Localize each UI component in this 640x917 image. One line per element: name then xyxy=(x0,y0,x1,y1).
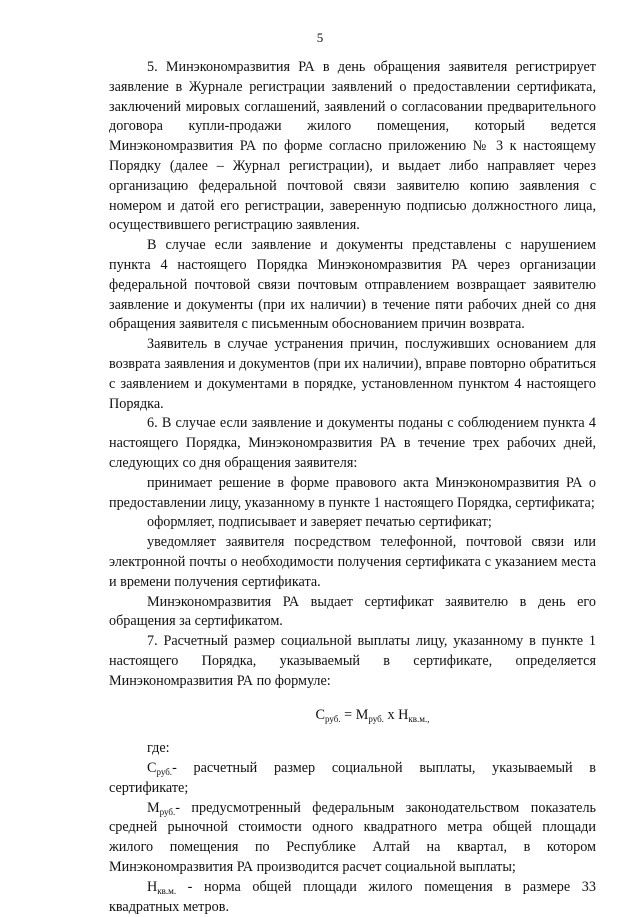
formula-n: Н xyxy=(398,706,409,723)
def-c-symbol: С xyxy=(147,760,157,777)
paragraph-hand-over: Минэкономразвития РА выдает сертификат заявителю в день его обращения за сертификатом. xyxy=(109,593,596,630)
definition-n xyxy=(109,878,596,917)
paragraph-5-registration: 5. Минэкономразвития РА в день обращения заявителя регистрирует заявление в Журнале регистрации заявлений о предоставлении сертификата, заключений мировых соглашений, заявлений о согласовании предварительного договора купли-продажи жилого помещения, который ведется Минэкономразвития РА по форме согласно приложению № 3 к настоящему Порядку (далее – Журнал регистрации), и выдает либо направляет через организацию федеральной почтовой связи заявителю копию заявления с номером и датой его регистрации, заверенную подписью должностного лица, осуществившего регистрацию заявления. xyxy=(109,59,596,234)
payment-formula xyxy=(109,706,596,726)
definition-c xyxy=(109,759,596,799)
def-n-text: - норма общей площади жилого помещения в размере 33 квадратных метров. xyxy=(109,878,596,915)
formula-m-sub: руб. xyxy=(368,713,384,724)
def-n-symbol: Н xyxy=(147,878,158,895)
def-n-sub: кв.м. xyxy=(157,885,177,896)
paragraph-reapply: Заявитель в случае устранения причин, послуживших основанием для возврата заявления и документов (при их наличии), вправе повторно обратиться с заявлением и документами в порядке, установленном пунктом 4 настоящего Порядка. xyxy=(109,336,596,412)
paragraph-notify-applicant: уведомляет заявителя посредством телефонной, почтовой связи или электронной почты о необходимости получения сертификата с указанием места и времени получения сертификата. xyxy=(109,534,596,590)
def-m-sub: руб. xyxy=(159,806,176,817)
formula-c: С xyxy=(315,706,326,723)
formula-m: М xyxy=(355,706,369,723)
paragraph-6-decision: 6. В случае если заявление и документы поданы с соблюдением пункта 4 настоящего Порядка, Минэкономразвития РА в течение трех рабочих дней, следующих со дня обращения заявителя: xyxy=(109,415,596,471)
paragraph-legal-act: принимает решение в форме правового акта Минэкономразвития РА о предоставлении лицу, указанному в пункте 1 настоящего Порядка, сертификата; xyxy=(109,474,596,511)
def-c-sub: руб. xyxy=(156,767,173,778)
formula-c-sub: руб. xyxy=(325,713,341,724)
def-m-symbol: М xyxy=(147,799,160,816)
document-body xyxy=(109,58,596,917)
where-label: где: xyxy=(147,740,170,757)
formula-n-sub: кв.м., xyxy=(408,713,430,724)
paragraph-7-calculation: 7. Расчетный размер социальной выплаты лицу, указанному в пункте 1 настоящего Порядка, указываемый в сертификате, определяется Минэкономразвития РА по формуле: xyxy=(109,633,596,689)
page-number: 5 xyxy=(316,30,324,45)
paragraph-return-documents: В случае если заявление и документы представлены с нарушением пункта 4 настоящего Порядка Минэкономразвития РА через организации федеральной почтовой связи почтовым отправлением возвращает заявителю заявление и документы (при их наличии) в течение пяти рабочих дней со дня обращения заявителя с письменным обоснованием причин возврата. xyxy=(109,237,596,333)
def-m-text: - предусмотренный федеральным законодательством показатель средней рыночной стоимости одного квадратного метра общей площади жилого помещения по Республике Алтай на квартал, в котором Минэкономразвития РА производится расчет социальной выплаты; xyxy=(109,799,596,876)
definition-m xyxy=(109,799,596,878)
def-c-text: - расчетный размер социальной выплаты, указываемый в сертификате; xyxy=(109,760,596,796)
paragraph-issue-certificate: оформляет, подписывает и заверяет печатью сертификат; xyxy=(147,514,492,531)
formula-times: х xyxy=(383,706,399,723)
formula-eq: = xyxy=(340,706,356,723)
